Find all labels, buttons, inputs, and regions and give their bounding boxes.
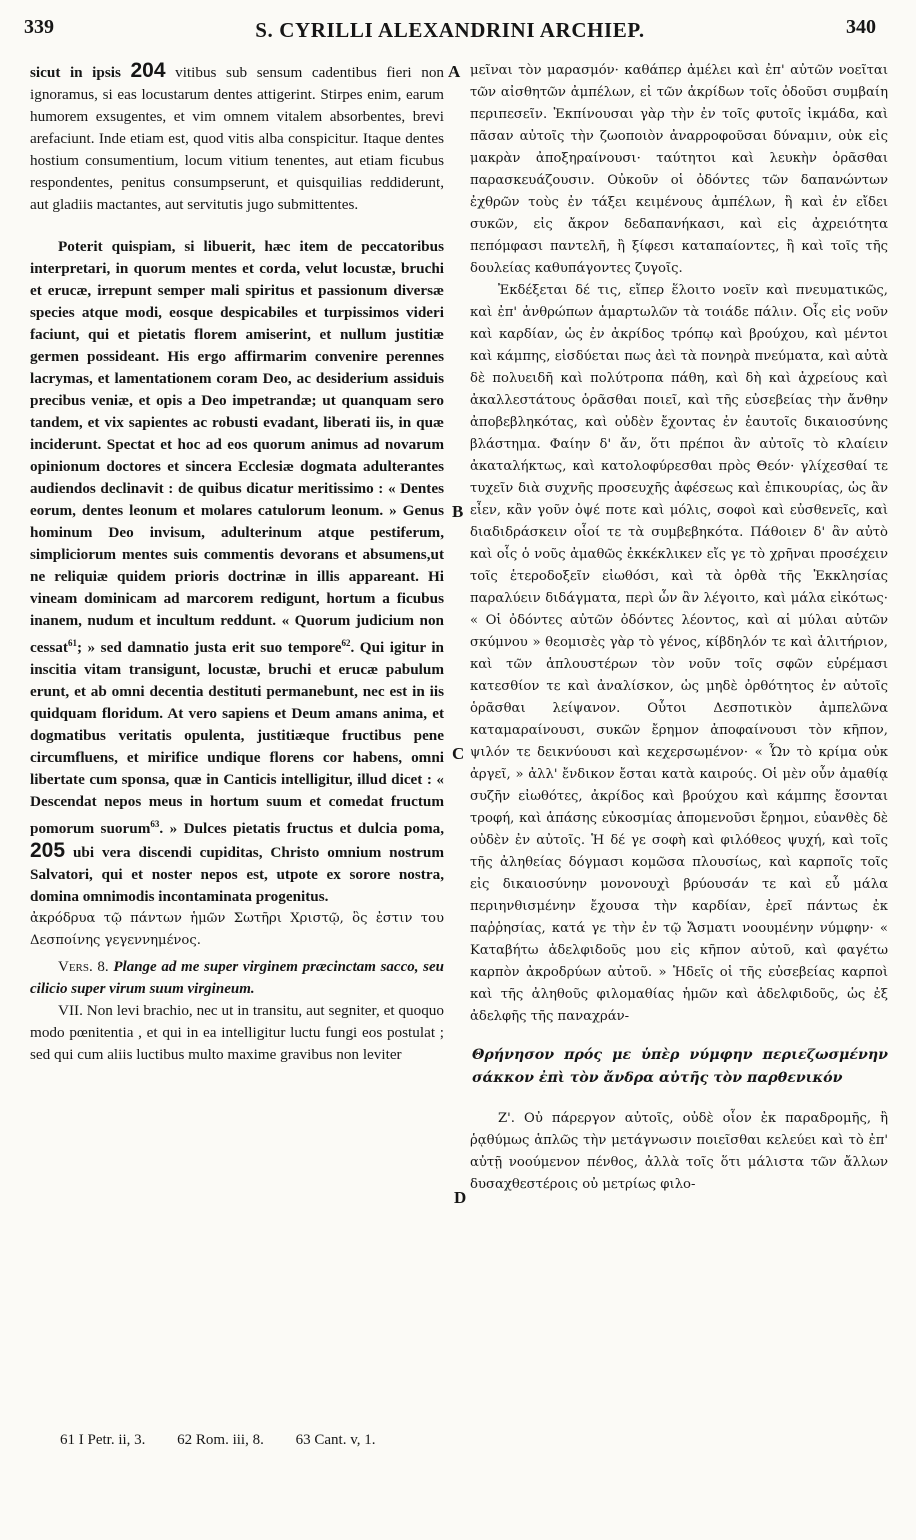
section-marker-b: B: [452, 502, 464, 521]
latin-p3-text: Non levi brachio, nec ut in transitu, aut segniter, et quoquo modo pœnitentia , et qui in ea intelligitur luctu fungi eos postulat ; sed qui cum aliis luctibus multo maxime gravibus non leviter: [30, 1002, 444, 1064]
footnotes: [60, 1432, 660, 1449]
greek-paragraph-1: μεῖναι τὸν μαρασμόν· καθάπερ ἀμέλει καὶ ἐπ' αὐτῶν νοεῖται τῶν αἰσθητῶν ἀμπέλων, εἰ τῶν ἀκρίδων τοῖς ὀδοῦσι συμβαίη περιπεσεῖν. Ἐκπίνουσαι γὰρ τὴν ἐν τοῖς φυτοῖς ἰκμάδα, καὶ πᾶσαν αὐτοῖς τὴν ζωοποιὸν ἀναρροφοῦσαι δύναμιν, οὐκ εἰς μακρὰν ἀποξηραίνουσι· ταύτητοι καὶ λευκὴν ὁρᾶσθαι παρασκευάζουσιν. Οὐκοῦν οἱ ὀδόντες τῶν δαπανώντων ἐχθρῶν τοὺς ἐν τάξει κειμένους ἀμπέλων, ἢ καὶ ἐν εἴδει συκῶν, εἰς ἄκρον δεδαπανήκασι, καὶ εἰς ἀχρειότητα πεπόμφασι παντελῆ, ἢ ξίφεσι καταπαίοντες, ἢ καὶ τοῖς τῆς δουλείας καθυπάγοντες ζυγοῖς.: [470, 63, 888, 276]
footnote-62: 62 Rom. iii, 8.: [177, 1432, 264, 1448]
verse-text: Plange ad me super virginem præcinctam sacco, seu cilicio super virum suum virgineum.: [30, 959, 444, 998]
footnote-ref-63: 63: [150, 819, 160, 830]
section-marker-a: A: [448, 62, 461, 81]
greek-column: [470, 60, 888, 1300]
footnote-ref-61: 61: [67, 638, 77, 648]
latin-p2-d: . » Dulces pietatis fructus et dulcia poma,: [159, 820, 444, 838]
column-number-204: 204: [130, 60, 166, 82]
latin-paragraph-1: [30, 60, 444, 216]
section-marker-c: C: [452, 744, 465, 763]
latin-p2-e: ubi vera discendi cupiditas, Christo omnium nostrum Salvatori, qui et noster nepos est, utpote ex sorore nostra, domina omnimodis incontaminata progenitus.: [30, 844, 444, 906]
latin-paragraph-2: [30, 236, 444, 908]
latin-column: [30, 60, 444, 1300]
section-marker-d: D: [454, 1188, 467, 1207]
verse-8: [30, 956, 444, 1000]
page-number-left: 339: [24, 16, 54, 38]
latin-paragraph-3: [30, 1000, 444, 1066]
latin-p3-number: VII.: [58, 1002, 83, 1020]
verse-label: Vers. 8.: [58, 959, 109, 976]
running-title: S. CYRILLI ALEXANDRINI ARCHIEP.: [255, 18, 645, 42]
running-head: [24, 12, 876, 48]
greek-carryover: ἀκρόδρυα τῷ πάντων ἡμῶν Σωτῆρι Χριστῷ, ὃς ἐστιν του Δεσποίνης γεγεννημένος.: [30, 911, 444, 949]
latin-p2-c: . Qui igitur in inscitia vitam transigunt, locustæ, bruchi et erucæ pabulum erunt, et ab omni decentia destituti permanebunt, nec est in iis quidquam floridum. At vero sapiens et Deum amans anima, et dogmatibus veritatis opulenta, justitiæque fructibus pene circumfluens, et mirifice undique florens cor habens, omni libertate cum sponsa, quæ in Canticis intelligitur, illud dicet : « Descendat nepos meus in hortum suum et comedat fructum pomorum suorum: [30, 639, 444, 838]
footnote-ref-62: 62: [341, 638, 351, 648]
latin-p1-start: sicut in ipsis: [30, 64, 121, 81]
latin-p2-a: Poterit quispiam, si libuerit, hæc item de peccatoribus interpretari, in quorum mentes et corda, velut locustæ, bruchi et erucæ, irrepunt semper mali spiritus et passionum diversæ species atque modi, eosque despicabiles et turpissimos videri faciunt, qui et pietatis florem amiserint, et nullum justitiæ germen possideant. His ergo affirmarim convenire perennes lacrymas, et lamentationem coram Deo, ac desiderium assiduis precibus veniæ, et opis a Deo impetrandæ; ut quanquam sero tandem, et vix sapientes ac robusti evadant, liberati iis, in quæ inciderunt. Spectat et hoc ad eos quorum animus ad novarum opinionum doctores et sincera Ecclesiæ dogmata adulterantes audiendos declinavit : de quibus dicatur meritissimo : « Dentes eorum, dentes leonum et molares catulorum leonum. » Genus hominum Deo invisum, adulterinum atque pestiferum, simpliciorum mentes suis commentis devorans et absumens,ut ne reliquiæ quidem prioris doctrinæ in illis appareant. Hi vineam dominicam ad marcorem redigunt, hortum a ficubus inanem, nudum et incultum reddunt. « Quorum judicium non cessat: [30, 238, 444, 657]
greek-paragraph-3: Ζ'. Οὐ πάρεργον αὐτοῖς, οὐδὲ οἷον ἐκ παραδρομῆς, ἢ ῥᾳθύμως ἁπλῶς τὴν μετάγνωσιν ποιεῖσθαι κελεύει καὶ τὸ ἐπ' αὐτῇ νοούμενον πένθος, ἀλλὰ τοῖς ὅτι μάλιστα τῶν ἄλλων δυσαχθεστέροις οὐ μετρίως φιλο-: [470, 1111, 888, 1192]
column-number-205: 205: [30, 839, 66, 863]
greek-verse-heading: Θρήνησον πρός με ὑπὲρ νύμφην περιεζωσμένην σάκκον ἐπὶ τὸν ἄνδρα αὐτῆς τὸν παρθενικόν: [472, 1047, 888, 1086]
footnote-63: 63 Cant. v, 1.: [295, 1432, 376, 1448]
latin-p1-rest: vitibus sub sensum cadentibus fieri non ignoramus, si eas locustarum dentes attigerint. Stirpes enim, earum humorem exsugentes, et vim omnem vitalem absorbentes, brevi arefaciunt. Inde etiam est, quod vitis alba conspicitur. Itaque dentes hostium consumentium, locum vitium tenentes, aut etiam ficubus respondentes, penitus consumpserunt, et quisquilias reddiderunt, aut gladiis mactantes, aut servitutis jugo submittentes.: [30, 64, 444, 213]
latin-p2-b: ; » sed damnatio justa erit suo tempore: [76, 639, 342, 657]
greek-paragraph-2: Ἐκδέξεται δέ τις, εἴπερ ἕλοιτο νοεῖν καὶ πνευματικῶς, καὶ ἐπ' ἀνθρώπων ἁμαρτωλῶν τὰ τοιάδε πάλιν. Οἷς εἰς νοῦν καὶ καρδίαν, ὡς ἐν ἀκρίδος τρόπῳ καὶ βρούχου, καὶ μέντοι καὶ κάμπης, εἰσδύεται πως ἀεὶ τὰ πονηρὰ πνεύματα, καὶ αὐτὰ δὲ πολυειδῆ καὶ πολύτροπα πάθη, καὶ δὴ καὶ ἀχρείους καὶ ἀκαλλεστάτους ὁρᾶσθαι ποιεῖ, καὶ τῆς εὐσεβείας τὴν ἄνθην ἀποβεβληκότας, καὶ οὐδὲν ἔχοντας ἐν ἑαυτοῖς δικαιοσύνης βλάστημα. Φαίην δ' ἄν, ὅτι πρέποι ἂν αὐτοῖς τὸ κλαίειν ἀκαταλήκτως, καὶ κατολοφύρεσθαι πρὸς Θεόν· γλίχεσθαί τε τυχεῖν διὰ συχνῆς προσευχῆς ἀφέσεως καὶ ἐπικουρίας, ὡς ἂν εἶεν, κἂν γοῦν ὀψέ ποτε καὶ μόλις, σοφοὶ καὶ εὐσθενεῖς, καὶ διαδιδράσκειν οἷοί τε τὰ συμβεβηκότα. Πάθοιεν δ' ἂν αὐτὸ καὶ οἷς ὁ νοῦς ἀμαθῶς ἐκκέκλικεν εἴς γε τὸ χρῆναι προσέχειν τοῖς ἑτεροδοξεῖν εἰωθόσι, καὶ τὰ ὀρθὰ τῆς Ἐκκλησίας παραλύειν διδάγματα, περὶ ὧν ἂν λέγοιτο, καὶ μάλα εἰκότως· « Οἱ ὀδόντες αὐτῶν ὀδόντες λέοντος, καὶ αἱ μύλαι αὐτῶν σκύμνου » θεομισὲς γὰρ τὸ γένος, κίβδηλόν τε καὶ ἀλιτήριον, καὶ τῶν ἁπλουστέρων τὸν νοῦν τοῖς σφῶν εὑρέμασι κατεσθίον τε καὶ ἀναλίσκον, ὡς μηδὲ ὀρθότητος ἐν αὐτοῖς ὁρᾶσθαι λείψανον. Οὗτοι Δεσποτικὸν ἀμπελῶνα καταμαραίνουσι, συκῶν ἔρημον ἀποφαίνουσι τὸν κῆπον, ψιλόν τε δεικνύουσι καὶ κεχερσωμένον· « Ὧν τὸ κρίμα οὐκ ἀργεῖ, » ἀλλ' ἔνδικον ἔσται κατὰ καιρούς. Οἱ μὲν οὖν ἀμαθίᾳ συζῆν εἰωθότες, ἀκρίδος καὶ βρούχου καὶ κάμπης ἔσονται τροφή, καὶ ἁπάσης εὐκοσμίας ἀπομενοῦσι ἔρημοι, εὐανθὲς δὲ οὐδὲν ἐν αὐτοῖς. Ἡ δέ γε σοφὴ καὶ φιλόθεος ψυχή, καὶ τοῖς τῆς ἀληθείας δόγμασι κομῶσα πλουσίως, καὶ καρποῖς τοῖς εἰς δικαιοσύνην μονονουχὶ βρύουσάν τε καὶ εὖ μάλα περιηνθισμένην ἔχουσα τὴν καρδίαν, ἐρεῖ πάντως ἐκ παῤῥησίας, κατά γε τὴν ἐν τῷ Ἄσματι νοουμένην νύμφην· « Καταβήτω ἀδελφιδοῦς μου εἰς κῆπον αὐτοῦ, καὶ φαγέτω καρπὸν ἀκροδρύων αὐτοῦ. » Ἡδεῖς οἱ τῆς εὐσεβείας καρποὶ καὶ τῆς ἀληθοῦς φιλομαθίας ἡμῶν καὶ ἀδελφιδοῦς, ὡς ἐξ ἀδελφῆς τῆς παναχράν-: [470, 283, 888, 1024]
page-number-right: 340: [846, 16, 876, 38]
footnote-61: 61 I Petr. ii, 3.: [60, 1432, 146, 1448]
